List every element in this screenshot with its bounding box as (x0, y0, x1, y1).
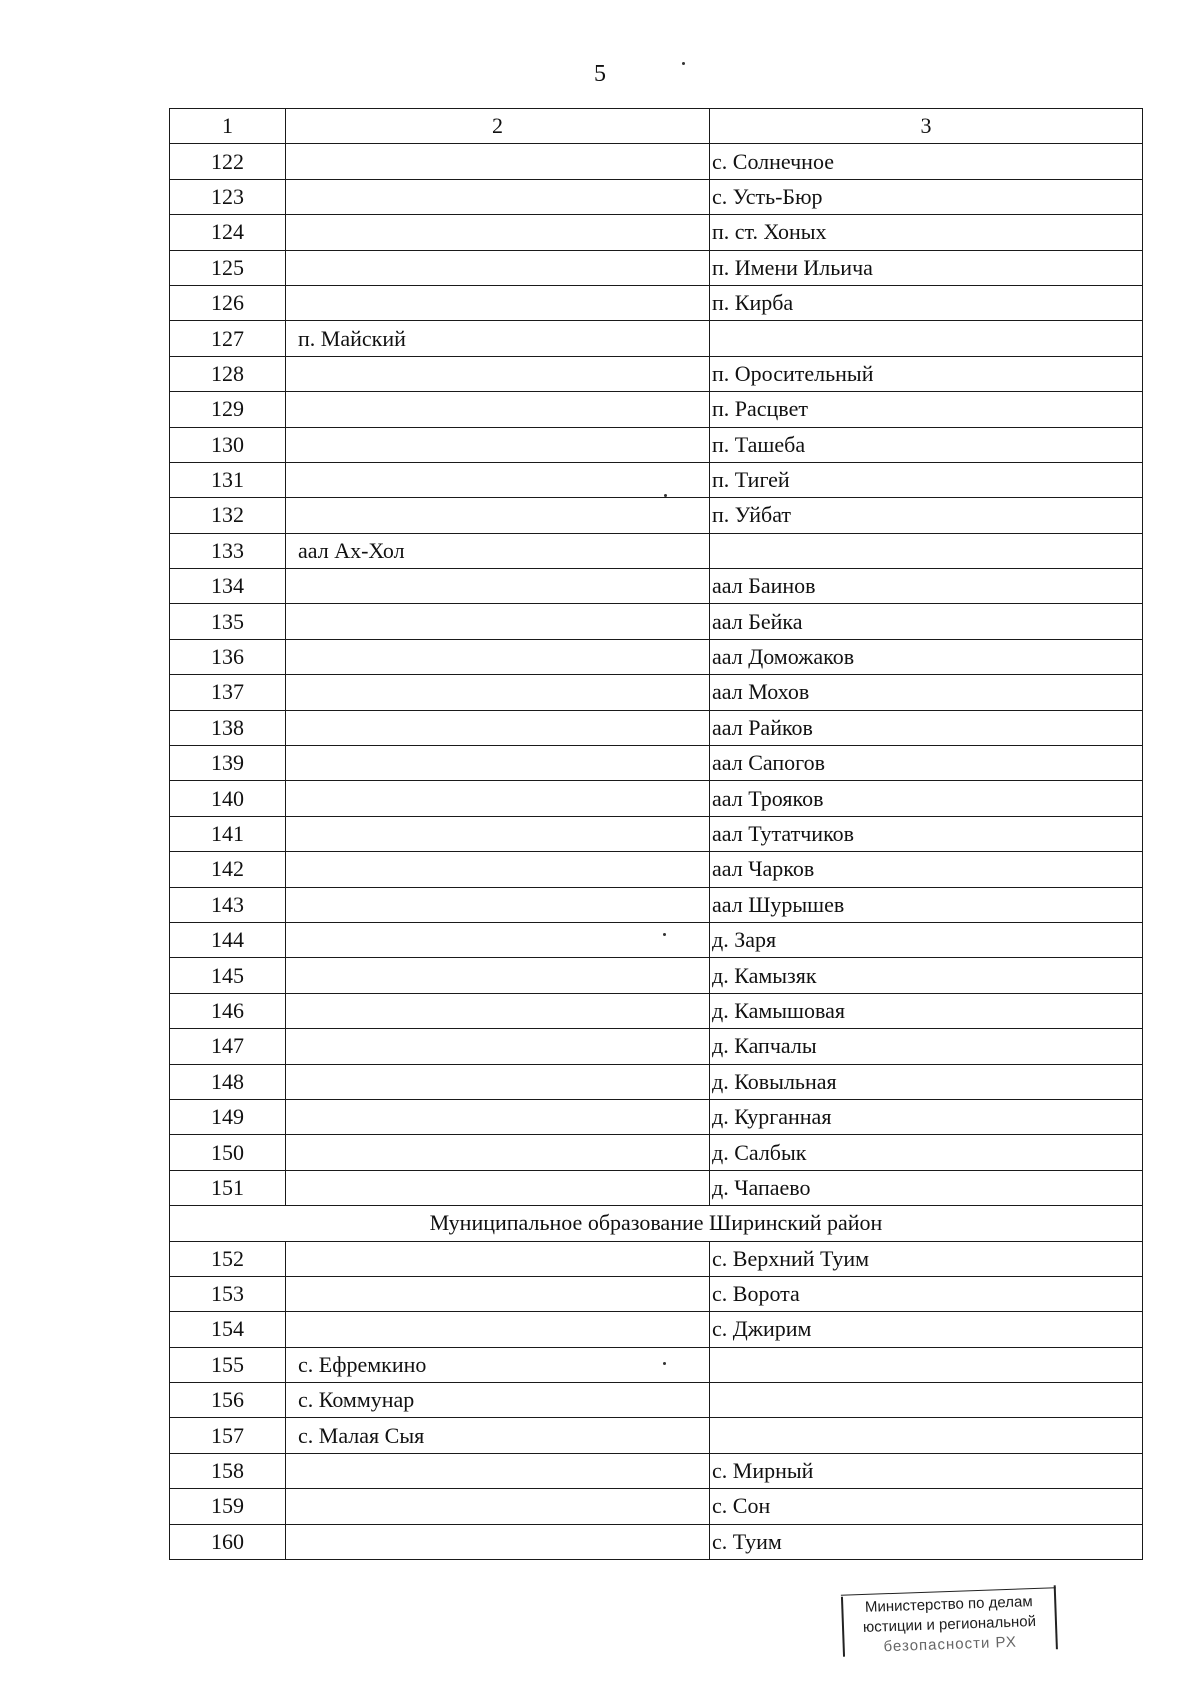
table-row (170, 887, 1143, 922)
column-3-cell: аал Доможаков (710, 639, 1143, 674)
table-row (170, 852, 1143, 887)
column-3-cell: п. Оросительный (710, 356, 1143, 391)
table-row (170, 250, 1143, 285)
row-number-cell: 150 (170, 1135, 286, 1170)
column-3-cell: д. Камышовая (710, 993, 1143, 1028)
column-3-cell: с. Усть-Бюр (710, 179, 1143, 214)
column-2-cell (286, 392, 710, 427)
registration-stamp (841, 1585, 1058, 1664)
column-3-cell: с. Джирим (710, 1312, 1143, 1347)
column-3-cell: аал Шурышев (710, 887, 1143, 922)
table-row (170, 922, 1143, 957)
row-number-cell: 141 (170, 816, 286, 851)
column-2-cell (286, 569, 710, 604)
column-2-cell (286, 250, 710, 285)
column-2-cell (286, 1099, 710, 1134)
row-number-cell: 160 (170, 1524, 286, 1559)
column-3-cell: аал Райков (710, 710, 1143, 745)
column-2-cell (286, 1029, 710, 1064)
scan-speck (663, 1362, 666, 1365)
column-3-cell: с. Ворота (710, 1276, 1143, 1311)
column-2-cell (286, 781, 710, 816)
row-number-cell: 142 (170, 852, 286, 887)
table-row (170, 356, 1143, 391)
column-3-cell: с. Сон (710, 1489, 1143, 1524)
column-3-cell (710, 1383, 1143, 1418)
stamp-line-1: Министерство по делам (864, 1593, 1033, 1616)
table-row (170, 498, 1143, 533)
section-row (170, 1206, 1143, 1241)
table-row (170, 1099, 1143, 1134)
stamp-text (847, 1591, 1052, 1658)
column-3-cell: д. Ковыльная (710, 1064, 1143, 1099)
column-3-cell: аал Чарков (710, 852, 1143, 887)
column-2-cell (286, 1312, 710, 1347)
column-3-cell: п. Имени Ильича (710, 250, 1143, 285)
row-number-cell: 143 (170, 887, 286, 922)
column-2-cell: п. Майский (286, 321, 710, 356)
table-row (170, 746, 1143, 781)
column-2-cell: с. Малая Сыя (286, 1418, 710, 1453)
table-row (170, 427, 1143, 462)
table-row (170, 639, 1143, 674)
column-3-cell: с. Мирный (710, 1453, 1143, 1488)
row-number-cell: 148 (170, 1064, 286, 1099)
table-row (170, 179, 1143, 214)
column-3-cell: аал Трояков (710, 781, 1143, 816)
table-row (170, 958, 1143, 993)
row-number-cell: 129 (170, 392, 286, 427)
column-3-cell: п. Ташеба (710, 427, 1143, 462)
row-number-cell: 159 (170, 1489, 286, 1524)
column-2-cell: аал Ах-Хол (286, 533, 710, 568)
row-number-cell: 124 (170, 215, 286, 250)
row-number-cell: 155 (170, 1347, 286, 1382)
row-number-cell: 154 (170, 1312, 286, 1347)
section-heading: Муниципальное образование Ширинский район (170, 1206, 1143, 1241)
stamp-line-3: безопасности РХ (883, 1633, 1018, 1656)
column-2-cell (286, 852, 710, 887)
column-3-cell: д. Капчалы (710, 1029, 1143, 1064)
row-number-cell: 145 (170, 958, 286, 993)
row-number-cell: 157 (170, 1418, 286, 1453)
table-row (170, 392, 1143, 427)
column-3-cell: аал Баинов (710, 569, 1143, 604)
column-3-cell: д. Заря (710, 922, 1143, 957)
table-row (170, 215, 1143, 250)
stamp-border-left (841, 1597, 845, 1657)
column-2-cell (286, 710, 710, 745)
column-3-cell: д. Курганная (710, 1099, 1143, 1134)
column-2-cell (286, 427, 710, 462)
column-2-cell (286, 816, 710, 851)
row-number-cell: 147 (170, 1029, 286, 1064)
column-3-cell: д. Чапаево (710, 1170, 1143, 1205)
row-number-cell: 138 (170, 710, 286, 745)
page-number: 5 (594, 61, 606, 87)
column-3-cell: д. Камызяк (710, 958, 1143, 993)
column-3-cell: п. ст. Хоных (710, 215, 1143, 250)
column-2-cell (286, 1489, 710, 1524)
row-number-cell: 149 (170, 1099, 286, 1134)
table-header-row (170, 109, 1143, 144)
row-number-cell: 130 (170, 427, 286, 462)
table-row (170, 1312, 1143, 1347)
column-2-cell: с. Коммунар (286, 1383, 710, 1418)
row-number-cell: 153 (170, 1276, 286, 1311)
table-row (170, 1383, 1143, 1418)
column-header-3: 3 (710, 109, 1143, 144)
table-row (170, 781, 1143, 816)
row-number-cell: 134 (170, 569, 286, 604)
table-row (170, 1524, 1143, 1559)
table-row (170, 1135, 1143, 1170)
column-3-cell: аал Бейка (710, 604, 1143, 639)
stamp-line-2: юстиции и региональной (862, 1612, 1037, 1637)
column-2-cell (286, 639, 710, 674)
column-header-2: 2 (286, 109, 710, 144)
row-number-cell: 128 (170, 356, 286, 391)
row-number-cell: 146 (170, 993, 286, 1028)
column-2-cell (286, 887, 710, 922)
row-number-cell: 126 (170, 285, 286, 320)
column-3-cell (710, 1347, 1143, 1382)
column-3-cell: с. Туим (710, 1524, 1143, 1559)
row-number-cell: 137 (170, 675, 286, 710)
row-number-cell: 125 (170, 250, 286, 285)
column-2-cell (286, 1241, 710, 1276)
column-3-cell (710, 321, 1143, 356)
table-row (170, 533, 1143, 568)
table-row (170, 569, 1143, 604)
row-number-cell: 139 (170, 746, 286, 781)
column-2-cell (286, 958, 710, 993)
column-2-cell: с. Ефремкино (286, 1347, 710, 1382)
table-row (170, 604, 1143, 639)
table-row (170, 321, 1143, 356)
row-number-cell: 127 (170, 321, 286, 356)
column-3-cell: аал Мохов (710, 675, 1143, 710)
row-number-cell: 123 (170, 179, 286, 214)
row-number-cell: 156 (170, 1383, 286, 1418)
table-header (170, 109, 1143, 144)
column-2-cell (286, 356, 710, 391)
scan-speck (663, 933, 666, 936)
column-2-cell (286, 604, 710, 639)
table-row (170, 1276, 1143, 1311)
column-2-cell (286, 1135, 710, 1170)
column-2-cell (286, 922, 710, 957)
column-2-cell (286, 675, 710, 710)
table-row (170, 710, 1143, 745)
column-3-cell: с. Верхний Туим (710, 1241, 1143, 1276)
column-2-cell (286, 179, 710, 214)
row-number-cell: 131 (170, 462, 286, 497)
table-row (170, 1029, 1143, 1064)
table-row (170, 462, 1143, 497)
column-2-cell (286, 1453, 710, 1488)
table-row (170, 1453, 1143, 1488)
column-2-cell (286, 462, 710, 497)
column-3-cell: д. Салбык (710, 1135, 1143, 1170)
stamp-border-right (1054, 1585, 1058, 1649)
column-3-cell: п. Уйбат (710, 498, 1143, 533)
table-row (170, 993, 1143, 1028)
settlements-table (169, 108, 1143, 1560)
row-number-cell: 151 (170, 1170, 286, 1205)
column-3-cell: п. Расцвет (710, 392, 1143, 427)
table-row (170, 675, 1143, 710)
table-row (170, 1347, 1143, 1382)
row-number-cell: 144 (170, 922, 286, 957)
row-number-cell: 140 (170, 781, 286, 816)
column-2-cell (286, 285, 710, 320)
column-3-cell: аал Тутатчиков (710, 816, 1143, 851)
column-2-cell (286, 1524, 710, 1559)
column-2-cell (286, 746, 710, 781)
column-3-cell (710, 533, 1143, 568)
column-header-1: 1 (170, 109, 286, 144)
table-row (170, 1170, 1143, 1205)
column-2-cell (286, 1276, 710, 1311)
column-2-cell (286, 1064, 710, 1099)
column-3-cell (710, 1418, 1143, 1453)
table-row (170, 816, 1143, 851)
column-3-cell: п. Кирба (710, 285, 1143, 320)
column-3-cell: с. Солнечное (710, 144, 1143, 179)
table-row (170, 1418, 1143, 1453)
row-number-cell: 135 (170, 604, 286, 639)
column-2-cell (286, 144, 710, 179)
row-number-cell: 132 (170, 498, 286, 533)
table-row (170, 1064, 1143, 1099)
table-row (170, 1489, 1143, 1524)
table-row (170, 144, 1143, 179)
table-row (170, 1241, 1143, 1276)
column-2-cell (286, 498, 710, 533)
column-2-cell (286, 1170, 710, 1205)
column-3-cell: п. Тигей (710, 462, 1143, 497)
column-2-cell (286, 215, 710, 250)
column-2-cell (286, 993, 710, 1028)
table-row (170, 285, 1143, 320)
table-body (170, 144, 1143, 1560)
row-number-cell: 158 (170, 1453, 286, 1488)
row-number-cell: 152 (170, 1241, 286, 1276)
scan-speck (664, 494, 667, 497)
column-3-cell: аал Сапогов (710, 746, 1143, 781)
row-number-cell: 136 (170, 639, 286, 674)
row-number-cell: 122 (170, 144, 286, 179)
scan-speck (682, 62, 685, 65)
row-number-cell: 133 (170, 533, 286, 568)
